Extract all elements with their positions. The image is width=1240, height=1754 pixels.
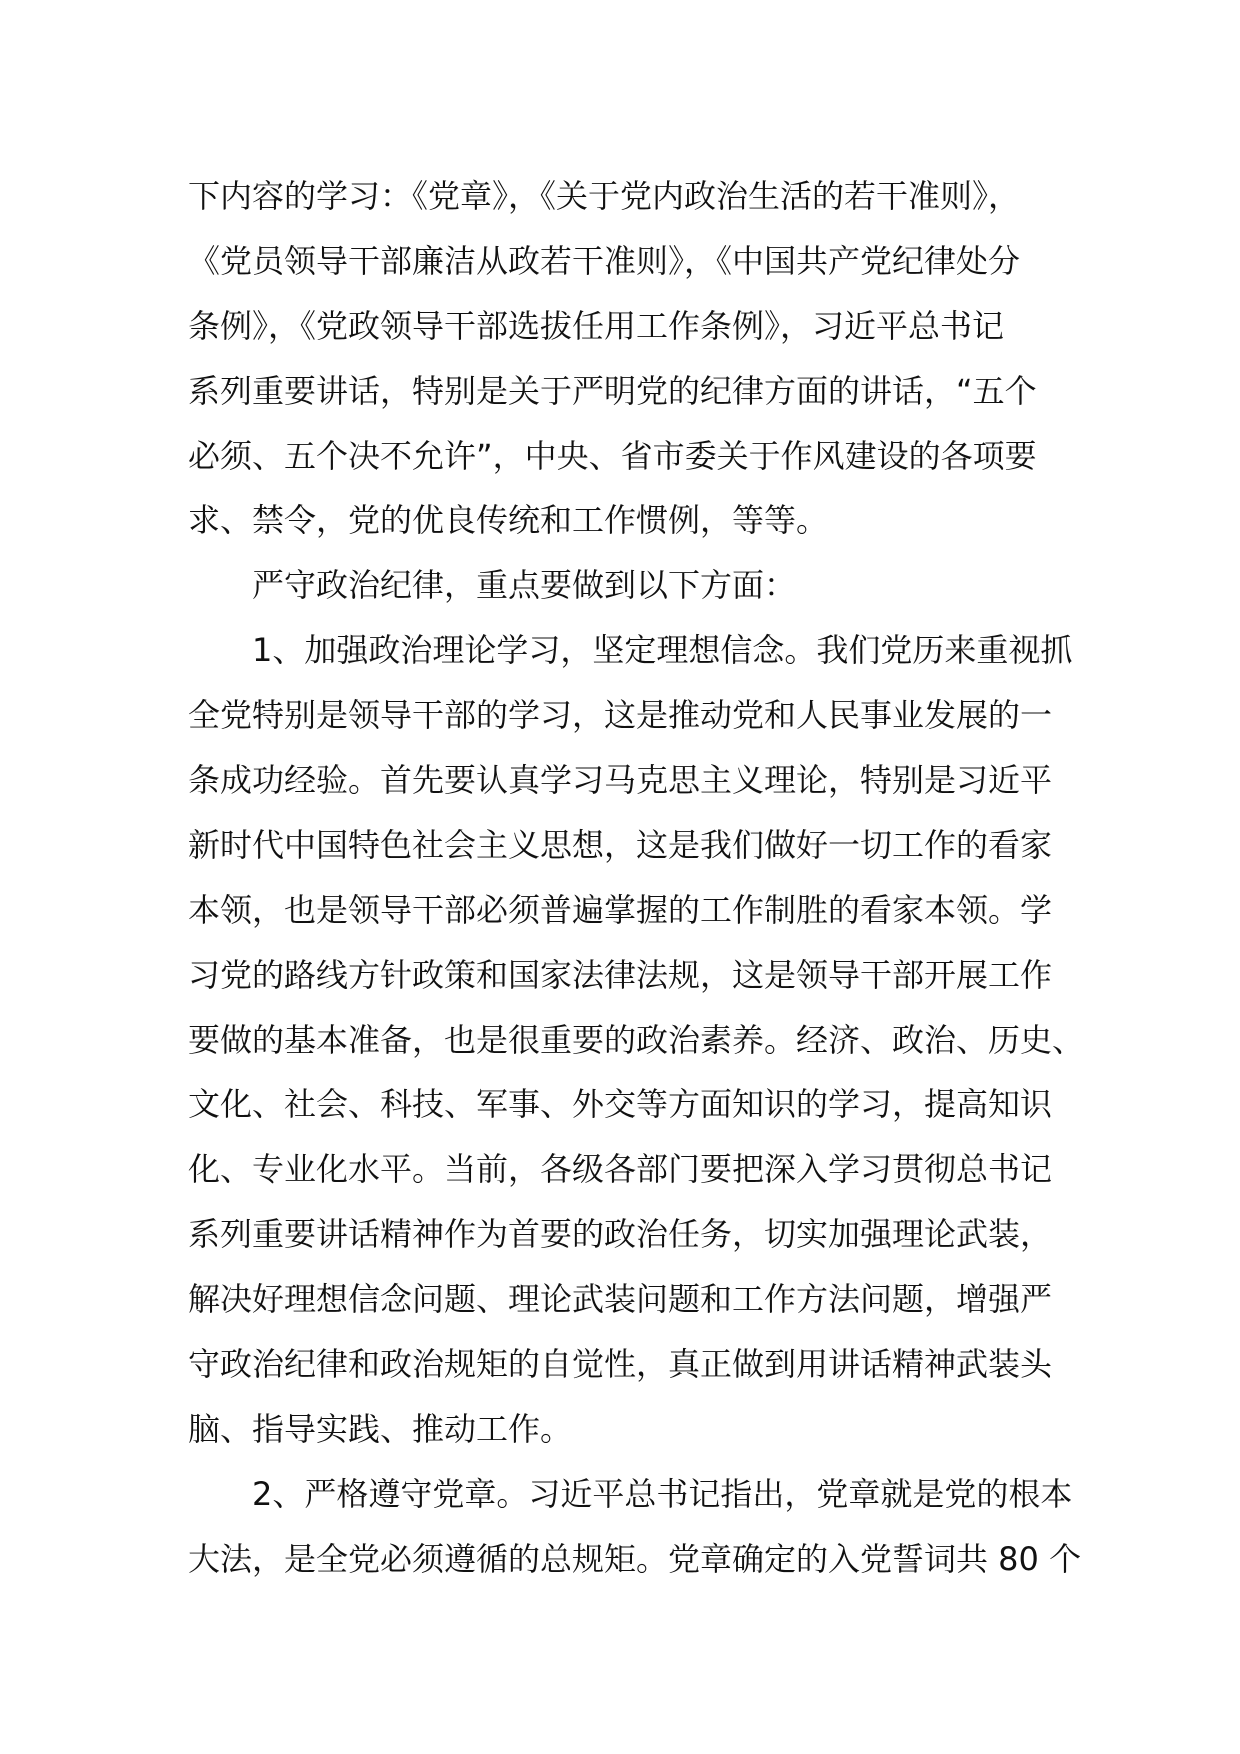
text-line: 化、专业化水平。当前，各级各部门要把深入学习贯彻总书记	[188, 1150, 1053, 1189]
text-line: 要做的基本准备，也是很重要的政治素养。经济、政治、历史、	[188, 1020, 1085, 1059]
body-text	[188, 164, 1085, 1592]
text-line: 习党的路线方针政策和国家法律法规，这是领导干部开展工作	[188, 955, 1053, 994]
text-line: 系列重要讲话，特别是关于严明党的纪律方面的讲话，“五个	[188, 371, 1037, 410]
text-line: 条成功经验。首先要认真学习马克思主义理论，特别是习近平	[188, 761, 1053, 800]
text-line: 求、禁令，党的优良传统和工作惯例，等等。	[188, 501, 829, 540]
text-line: 全党特别是领导干部的学习，这是推动党和人民事业发展的一	[188, 696, 1053, 735]
text-line: 新时代中国特色社会主义思想，这是我们做好一切工作的看家	[188, 825, 1053, 864]
text-line: 大法，是全党必须遵循的总规矩。党章确定的入党誓词共 80 个	[188, 1539, 1082, 1578]
text-line: 系列重要讲话精神作为首要的政治任务，切实加强理论武装，	[188, 1215, 1053, 1254]
text-line: 脑、指导实践、推动工作。	[188, 1409, 573, 1448]
text-line: 必须、五个决不允许”，中央、省市委关于作风建设的各项要	[188, 436, 1037, 475]
paragraph-first-line: 严守政治纪律，重点要做到以下方面：	[252, 566, 797, 605]
text-line: 下内容的学习：《党章》，《关于党内政治生活的若干准则》，	[188, 177, 1021, 215]
text-line: 文化、社会、科技、军事、外交等方面知识的学习，提高知识	[188, 1085, 1053, 1124]
paragraph-first-line: 2、严格遵守党章。习近平总书记指出，党章就是党的根本	[252, 1474, 1073, 1513]
text-line: 《党员领导干部廉洁从政若干准则》，《中国共产党纪律处分	[188, 241, 1021, 280]
text-line: 条例》，《党政领导干部选拔任用工作条例》，习近平总书记	[188, 306, 1005, 345]
paragraph-first-line: 1、加强政治理论学习，坚定理想信念。我们党历来重视抓	[252, 631, 1073, 670]
text-line: 解决好理想信念问题、理论武装问题和工作方法问题，增强严	[188, 1280, 1053, 1319]
text-line: 守政治纪律和政治规矩的自觉性，真正做到用讲话精神武装头	[188, 1345, 1053, 1384]
text-line: 本领，也是领导干部必须普遍掌握的工作制胜的看家本领。学	[188, 890, 1053, 929]
